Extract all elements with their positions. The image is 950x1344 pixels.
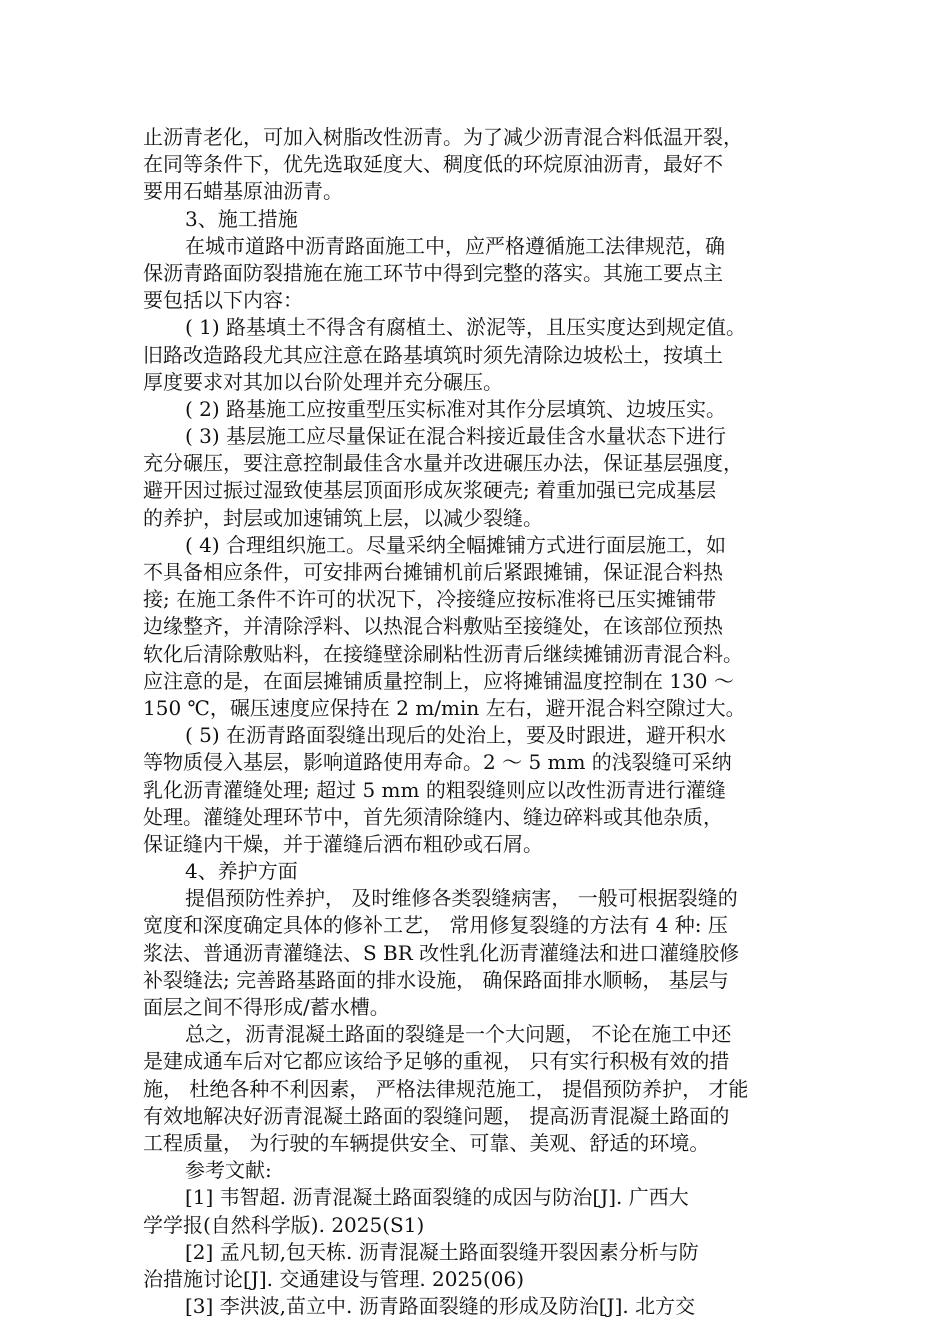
paragraph-line: 止沥青老化，可加入树脂改性沥青。为了减少沥青混合料低温开裂，: [143, 125, 743, 149]
paragraph-line: 提倡预防性养护， 及时维修各类裂缝病害， 一般可根据裂缝的: [185, 886, 738, 911]
paragraph-line: 等物质侵入基层，影响道路使用寿命。2 ～ 5 mm 的浅裂缝可采纳: [143, 750, 732, 775]
paragraph-line: 旧路改造路段尤其应注意在路基填筑时须先清除边坡松土，按填土: [143, 342, 723, 367]
paragraph-line: 浆法、普通沥青灌缝法、S BR 改性乳化沥青灌缝法和进口灌缝胶修: [143, 940, 740, 965]
paragraph-line: 的养护，封层或加速铺筑上层，以减少裂缝。: [143, 505, 543, 530]
paragraph-line: 厚度要求对其加以台阶处理并充分碾压。: [143, 369, 503, 394]
paragraph-line: 宽度和深度确定具体的修补工艺， 常用修复裂缝的方法有 4 种: 压: [143, 913, 728, 938]
document-body: [143, 124, 815, 1320]
paragraph-line: 在城市道路中沥青路面施工中，应严格遵循施工法律规范，确: [185, 233, 725, 258]
paragraph-line: 总之，沥青混凝土路面的裂缝是一个大问题， 不论在施工中还: [185, 1022, 732, 1047]
paragraph-line: 在同等条件下，优先选取延度大、稠度低的环烷原油沥青，最好不: [143, 152, 723, 177]
reference-item: [1] 韦智超. 沥青混凝土路面裂缝的成因与防治[J]. 广西大: [185, 1185, 689, 1210]
list-item-line: ( 3) 基层施工应尽量保证在混合料接近最佳含水量状态下进行: [185, 424, 727, 449]
paragraph-line: 是建成通车后对它都应该给予足够的重视， 只有实行积极有效的措: [143, 1049, 730, 1074]
paragraph-line: 补裂缝法; 完善路基路面的排水设施， 确保路面排水顺畅， 基层与: [143, 967, 729, 992]
reference-item: [2] 孟凡韧,包天栋. 沥青混凝土路面裂缝开裂因素分析与防: [185, 1239, 699, 1264]
reference-item: 治措施讨论[J]. 交通建设与管理. 2025(06): [143, 1266, 525, 1291]
list-item-line: ( 4) 合理组织施工。尽量采纳全幅摊铺方式进行面层施工，如: [185, 532, 727, 557]
paragraph-line: 避开因过振过湿致使基层顶面形成灰浆硬壳; 着重加强已完成基层: [143, 478, 717, 503]
paragraph-line: 不具备相应条件，可安排两台摊铺机前后紧跟摊铺，保证混合料热: [143, 560, 723, 584]
paragraph-line: 要包括以下内容：: [143, 288, 303, 313]
paragraph-line: 软化后清除敷贴料，在接缝壁涂刷粘性沥青后继续摊铺沥青混合料。: [143, 641, 743, 666]
paragraph-line: 150 ℃，碾压速度应保持在 2 m/min 左右，避开混合料空隙过大。: [143, 695, 746, 720]
paragraph-line: 面层之间不得形成/蓄水槽。: [143, 995, 390, 1019]
paragraph-line: 应注意的是，在面层摊铺质量控制上，应将摊铺温度控制在 130 ～: [143, 668, 734, 693]
paragraph-line: 保证缝内干燥，并于灌缝后洒布粗砂或石屑。: [143, 831, 543, 856]
list-item-line: ( 2) 路基施工应按重型压实标准对其作分层填筑、边坡压实。: [185, 396, 727, 421]
paragraph-line: 乳化沥青灌缝处理; 超过 5 mm 的粗裂缝则应以改性沥青进行灌缝: [143, 777, 726, 802]
paragraph-line: 要用石蜡基原油沥青。: [143, 179, 343, 204]
paragraph-line: 工程质量， 为行驶的车辆提供安全、可靠、美观、舒适的环境。: [143, 1130, 710, 1155]
section-heading: 4、养护方面: [185, 859, 298, 884]
paragraph-line: 保沥青路面防裂措施在施工环节中得到完整的落实。其施工要点主: [143, 260, 723, 285]
reference-item: 学学报(自然科学版). 2025(S1): [143, 1212, 425, 1237]
references-heading: 参考文献:: [185, 1158, 272, 1183]
paragraph-line: 接; 在施工条件不许可的状况下，冷接缝应按标准将已压实摊铺带: [143, 587, 717, 612]
paragraph-line: 处理。灌缝处理环节中，首先须清除缝内、缝边碎料或其他杂质，: [143, 804, 723, 829]
paragraph-line: 边缘整齐，并清除浮料、以热混合料敷贴至接缝处，在该部位预热: [143, 614, 723, 639]
section-heading: 3、施工措施: [185, 206, 298, 231]
list-item-line: ( 5) 在沥青路面裂缝出现后的处治上，要及时跟进，避开积水: [185, 723, 727, 748]
paragraph-line: 施， 杜绝各种不利因素， 严格法律规范施工， 提倡预防养护， 才能: [143, 1076, 749, 1101]
list-item-line: ( 1) 路基填土不得含有腐植土、淤泥等，且压实度达到规定值。: [185, 315, 747, 340]
paragraph-line: 充分碾压，要注意控制最佳含水量并改进碾压办法，保证基层强度，: [143, 451, 743, 476]
reference-item: [3] 李洪波,苗立中. 沥青路面裂缝的形成及防治[J]. 北方交: [185, 1294, 696, 1319]
paragraph-line: 有效地解决好沥青混凝土路面的裂缝问题， 提高沥青混凝土路面的: [143, 1103, 730, 1128]
